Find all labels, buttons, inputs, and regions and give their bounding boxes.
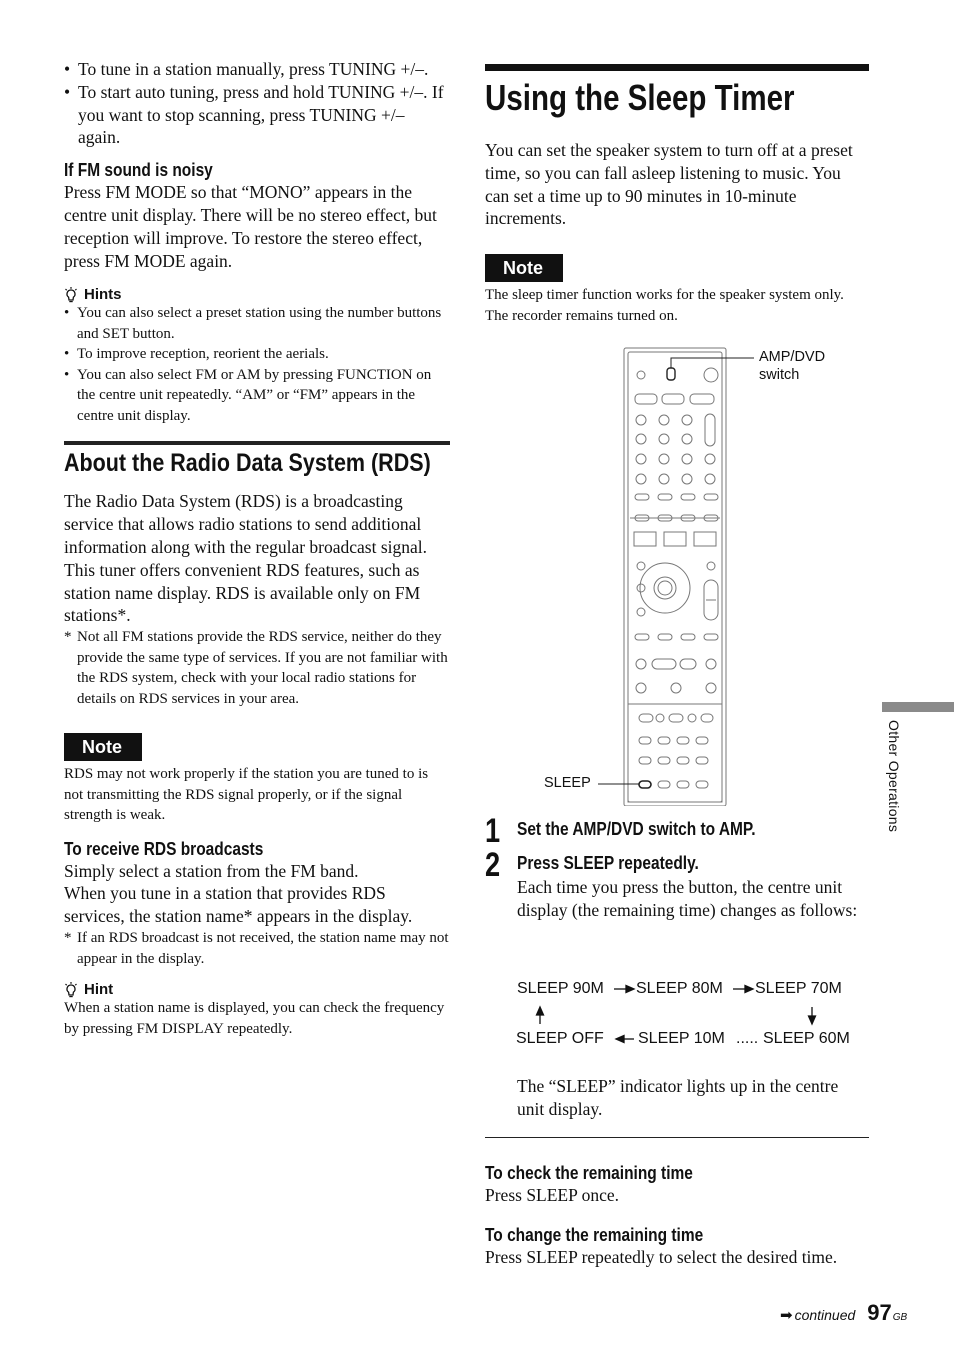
- remote-control-drawing: [530, 344, 870, 806]
- paragraph: Press SLEEP repeatedly to select the desired time.: [485, 1246, 838, 1267]
- paragraph: The Radio Data System (RDS) is a broadcasting service that allows radio stations to send additional information along with the regular broadcast signal. This tuner offers convenient RDS features, such as station name display. RDS is available only on FM stations*.: [64, 491, 428, 626]
- hint-block: [64, 981, 450, 1039]
- sequence-off: SLEEP OFF: [516, 1030, 604, 1047]
- hints-block: [64, 286, 450, 426]
- hint-heading: Hint: [64, 981, 450, 998]
- paragraph: Press FM MODE so that “MONO” appears in the centre unit display. There will be no stereo effect, but reception will improve. To restore the stereo effect, press FM MODE again.: [64, 182, 437, 271]
- steps: [485, 812, 871, 922]
- hint-item: • You can also select a preset station using the number buttons and SET button.: [64, 305, 442, 342]
- note-block: [485, 254, 869, 326]
- sequence-10m: SLEEP 10M: [638, 1030, 725, 1047]
- arrow-right-icon: ➡: [780, 1306, 793, 1324]
- page-footer: [780, 1300, 907, 1326]
- indicator-text: The “SLEEP” indicator lights up in the centre unit display.: [517, 1076, 839, 1119]
- sequence-60m: SLEEP 60M: [763, 1030, 850, 1047]
- remote-figure: [530, 344, 870, 806]
- intro-paragraph: You can set the speaker system to turn off at a preset time, so you can fall asleep listening to music. You can set a time up to 90 minutes in 10-minute increments.: [485, 140, 853, 229]
- step-2-description: Each time you press the button, the centre unit display (the remaining time) changes as follows:: [517, 877, 858, 920]
- hints-heading: Hints: [64, 286, 450, 303]
- title-rule: [485, 64, 869, 119]
- fm-noisy-section: [64, 160, 450, 272]
- footnote: * If an RDS broadcast is not received, the station name may not appear in the display.: [64, 930, 449, 967]
- sequence-70m: SLEEP 70M: [755, 980, 842, 997]
- bullet-item: • To start auto tuning, press and hold TUNING +/–. If you want to stop scanning, press TUNING +/– again.: [64, 81, 444, 148]
- section-heading: About the Radio Data System (RDS): [64, 441, 450, 478]
- sleep-button-label: SLEEP: [544, 775, 591, 791]
- divider: [485, 1137, 869, 1138]
- hint-item: • You can also select FM or AM by pressing FUNCTION on the centre unit repeatedly. “AM” or “FM” appears in the centre unit display.: [64, 366, 432, 424]
- side-tab-bar: [882, 702, 954, 712]
- left-column: [64, 58, 450, 1039]
- page-number: 97: [867, 1300, 892, 1325]
- sequence-90m: SLEEP 90M: [517, 980, 604, 997]
- paragraph: Simply select a station from the FM band.: [64, 860, 359, 881]
- sequence-80m: SLEEP 80M: [636, 980, 723, 997]
- sequence-arrows: [516, 978, 866, 1050]
- page-title: Using the Sleep Timer: [485, 77, 795, 118]
- hint-text: When a station name is displayed, you can check the frequency by pressing FM DISPLAY repeatedly.: [64, 1000, 445, 1037]
- note-block: [64, 733, 450, 826]
- hint-item: • To improve reception, reorient the aerials.: [64, 346, 329, 363]
- step-1: 1 Set the AMP/DVD switch to AMP.: [485, 812, 756, 850]
- paragraph: When you tune in a station that provides RDS services, the station name* appears in the display.: [64, 883, 413, 927]
- note-text: RDS may not work properly if the station you are tuned to is not transmitting the RDS signal properly, or if the signal strength is weak.: [64, 766, 429, 824]
- footnote: * Not all FM stations provide the RDS service, neither do they provide the same type of services. If you are not familiar with the RDS system, check with your local radio stations for details on RDS services in your area.: [64, 629, 448, 707]
- subheading: To change the remaining time: [485, 1224, 704, 1245]
- note-label: Note: [485, 254, 563, 282]
- sequence-dots: .....: [736, 1030, 759, 1047]
- receive-rds-section: [64, 839, 450, 969]
- amp-dvd-switch-label: AMP/DVD switch: [759, 349, 826, 383]
- remaining-time-section: [485, 1163, 871, 1269]
- side-tab-label: Other Operations: [886, 720, 902, 833]
- right-column: [485, 64, 869, 326]
- note-text: The sleep timer function works for the speaker system only. The recorder remains turned on.: [485, 287, 844, 324]
- bullet-item: • To tune in a station manually, press TUNING +/–.: [64, 59, 429, 79]
- subheading: To check the remaining time: [485, 1163, 693, 1183]
- subheading: If FM sound is noisy: [64, 160, 213, 181]
- note-label: Note: [64, 733, 142, 761]
- paragraph: Press SLEEP once.: [485, 1185, 619, 1205]
- page-suffix: GB: [892, 1312, 908, 1323]
- lightbulb-icon: [64, 287, 78, 303]
- step-2: 2 Press SLEEP repeatedly. Each time you press the button, the centre unit display (the remaining time) changes as follows:: [485, 853, 871, 922]
- rds-section: [64, 441, 450, 709]
- subheading: To receive RDS broadcasts: [64, 838, 264, 859]
- lightbulb-icon: [64, 982, 78, 998]
- sleep-sequence: [516, 978, 866, 1050]
- continued-label: continued: [794, 1307, 856, 1323]
